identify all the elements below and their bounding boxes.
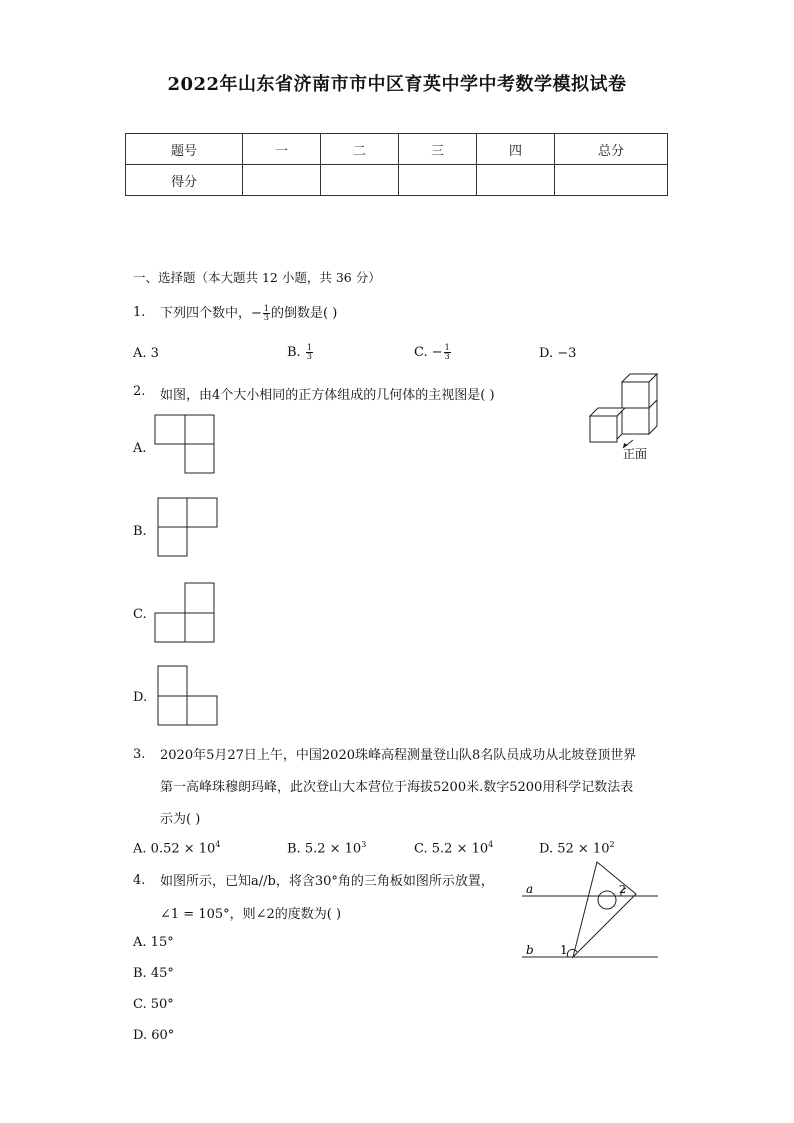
option-letter: B. bbox=[287, 841, 301, 857]
q3-line-2: 第一高峰珠穆朗玛峰，此次登山大本营位于海拔5200米.数字5200用科学记数法表 bbox=[160, 780, 634, 795]
front-label: 正面 bbox=[623, 447, 648, 461]
option-letter: D. bbox=[539, 346, 554, 361]
label-b: b bbox=[526, 943, 534, 957]
cube-face bbox=[622, 382, 649, 408]
option-letter: C. bbox=[414, 841, 428, 857]
q2-cube-figure bbox=[585, 372, 665, 464]
q3-option-b[interactable] bbox=[287, 840, 366, 856]
q2-option-b-letter[interactable]: B. bbox=[133, 524, 147, 539]
score-header-cell: 三 bbox=[399, 134, 477, 165]
option-letter: A. bbox=[133, 841, 147, 857]
q1-option-b[interactable] bbox=[287, 344, 314, 361]
q4-number: 4. bbox=[133, 873, 146, 888]
score-cell[interactable] bbox=[321, 165, 399, 196]
frac-numerator: 1 bbox=[444, 343, 450, 352]
option-text: 60° bbox=[151, 1028, 175, 1043]
q1-fraction bbox=[263, 305, 270, 322]
option-exponent: 4 bbox=[488, 840, 494, 849]
label-angle-2: 2 bbox=[619, 883, 626, 896]
cube-face bbox=[590, 416, 617, 442]
option-letter: C. bbox=[133, 997, 147, 1012]
option-text: 45° bbox=[150, 966, 174, 981]
q3-number: 3. bbox=[133, 747, 146, 762]
score-cell[interactable] bbox=[399, 165, 477, 196]
score-cell[interactable] bbox=[243, 165, 321, 196]
q2-number: 2. bbox=[133, 384, 146, 399]
q2-option-a-letter[interactable]: A. bbox=[133, 441, 147, 456]
score-table-row bbox=[126, 165, 668, 196]
q3-option-d[interactable] bbox=[539, 840, 615, 856]
angle-1-arc bbox=[567, 949, 577, 957]
option-exponent: 2 bbox=[609, 840, 615, 849]
option-letter: A. bbox=[133, 935, 147, 950]
q1-post: 的倒数是( ) bbox=[271, 306, 338, 321]
q4-triangle-figure bbox=[518, 860, 662, 964]
frac-numerator: 1 bbox=[306, 343, 312, 352]
frac-denominator: 3 bbox=[444, 352, 450, 361]
score-header-cell: 一 bbox=[243, 134, 321, 165]
option-text: 50° bbox=[150, 997, 174, 1012]
q2-option-a-figure[interactable] bbox=[154, 414, 218, 476]
option-base: 5.2 × 10 bbox=[431, 841, 489, 857]
section-heading: 一、选择题（本大题共 12 小题，共 36 分） bbox=[133, 270, 381, 285]
score-cell[interactable] bbox=[477, 165, 555, 196]
option-fraction bbox=[444, 344, 451, 361]
set-square-hole bbox=[598, 891, 616, 909]
q2-option-c-figure[interactable] bbox=[154, 582, 218, 644]
label-a: a bbox=[526, 882, 534, 896]
score-cell[interactable] bbox=[555, 165, 668, 196]
q3-line-3: 示为( ) bbox=[160, 812, 201, 827]
option-base: 0.52 × 10 bbox=[150, 841, 216, 857]
q1-option-c[interactable] bbox=[414, 344, 452, 361]
option-letter: D. bbox=[539, 841, 554, 857]
set-square bbox=[573, 862, 636, 957]
option-letter: A. bbox=[133, 346, 147, 361]
score-header-cell: 二 bbox=[321, 134, 399, 165]
cube-face bbox=[617, 411, 622, 439]
q2-option-d-figure[interactable] bbox=[157, 665, 221, 727]
frac-numerator: 1 bbox=[263, 304, 270, 313]
q2-option-b-figure[interactable] bbox=[157, 497, 221, 559]
score-header-cell: 题号 bbox=[126, 134, 243, 165]
q1-neg: − bbox=[251, 306, 262, 321]
option-text: 15° bbox=[150, 935, 174, 950]
q1-option-d[interactable] bbox=[539, 346, 576, 361]
option-exponent: 3 bbox=[361, 840, 367, 849]
q2-option-c-letter[interactable]: C. bbox=[133, 607, 147, 622]
q1-pre: 下列四个数中， bbox=[160, 306, 252, 321]
cube-face bbox=[622, 408, 649, 434]
score-row-label: 得分 bbox=[126, 165, 243, 196]
q1-number: 1. bbox=[133, 305, 146, 320]
option-fraction bbox=[306, 344, 313, 361]
option-base: 52 × 10 bbox=[557, 841, 610, 857]
q2-stem: 如图，由4个大小相同的正方体组成的几何体的主视图是( ) bbox=[160, 388, 495, 403]
score-header-cell: 四 bbox=[477, 134, 555, 165]
frac-denominator: 3 bbox=[263, 313, 270, 322]
q2-option-d-letter[interactable]: D. bbox=[133, 690, 148, 705]
option-text: −3 bbox=[557, 346, 577, 361]
q1-stem bbox=[160, 302, 337, 322]
option-letter: C. bbox=[414, 345, 428, 360]
q3-option-a[interactable] bbox=[133, 840, 220, 856]
option-exponent: 4 bbox=[215, 840, 221, 849]
score-header-cell: 总分 bbox=[555, 134, 668, 165]
q3-line-1: 2020年5月27日上午，中国2020珠峰高程测量登山队8名队员成功从北坡登顶世界 bbox=[160, 748, 637, 763]
q4-option-a[interactable] bbox=[133, 935, 174, 950]
q4-option-d[interactable] bbox=[133, 1028, 174, 1043]
q4-line-1: 如图所示，已知a//b，将含30°角的三角板如图所示放置， bbox=[160, 874, 494, 889]
q3-option-c[interactable] bbox=[414, 840, 493, 856]
q4-option-b[interactable] bbox=[133, 966, 174, 981]
frac-denominator: 3 bbox=[306, 352, 312, 361]
score-table-header-row bbox=[126, 134, 668, 165]
option-letter: B. bbox=[133, 966, 147, 981]
option-letter: B. bbox=[287, 345, 301, 360]
page-title: 2022年山东省济南市市中区育英中学中考数学模拟试卷 bbox=[167, 74, 627, 95]
option-neg: − bbox=[431, 345, 443, 360]
option-letter: D. bbox=[133, 1028, 148, 1043]
q4-line-2: ∠1 = 105°，则∠2的度数为( ) bbox=[160, 907, 342, 922]
option-text: 3 bbox=[150, 346, 159, 361]
q1-option-a[interactable] bbox=[133, 346, 159, 361]
q4-option-c[interactable] bbox=[133, 997, 174, 1012]
option-base: 5.2 × 10 bbox=[304, 841, 362, 857]
score-table bbox=[125, 133, 668, 196]
label-angle-1: 1 bbox=[560, 943, 568, 957]
